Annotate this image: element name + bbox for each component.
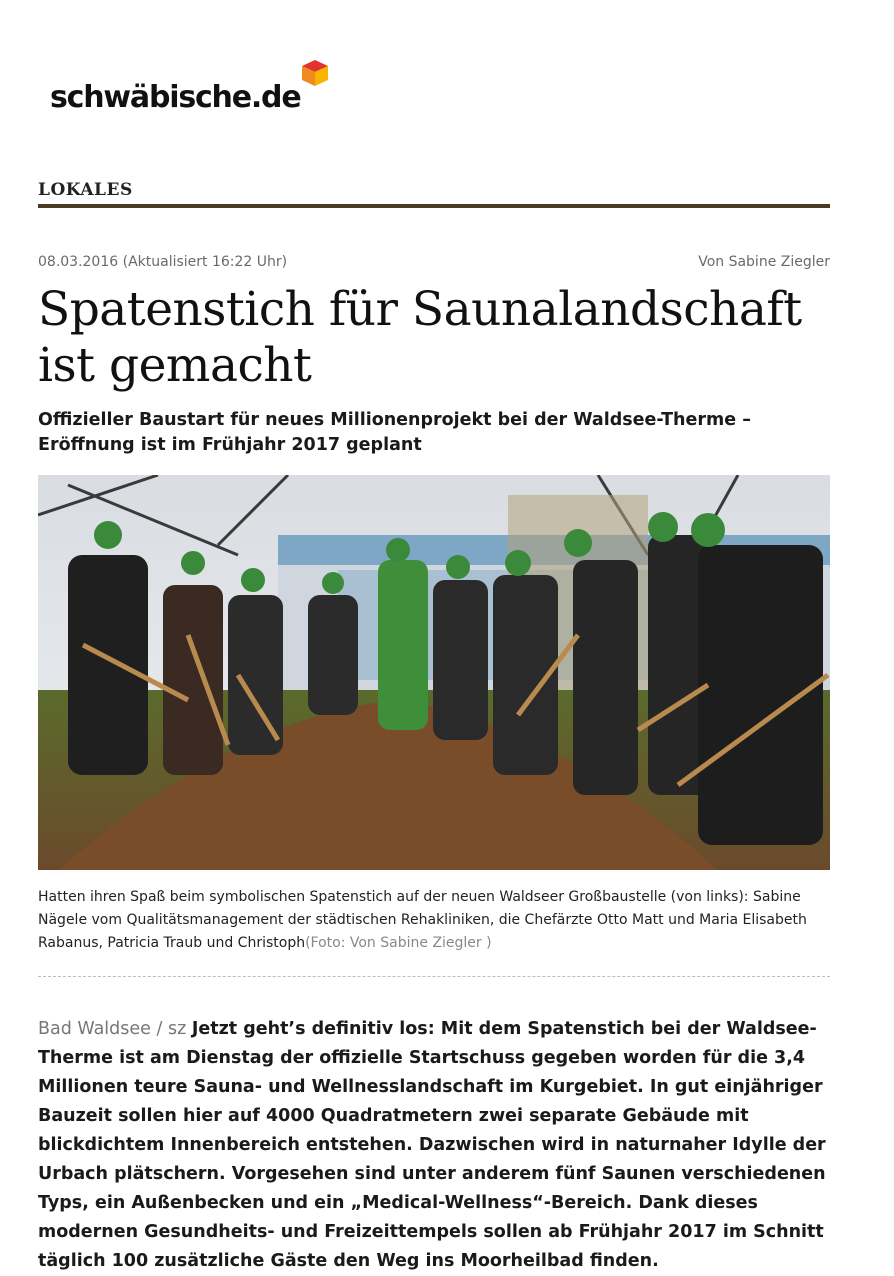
article-body [38,1015,830,1276]
caption-text: Hatten ihren Spaß beim symbolischen Spatenstich auf der neuen Waldseer Großbaustelle (von links): Sabine Nägele vom Qualitätsmanagement der städtischen Rehakliniken, die Chefärzte Otto Matt und Maria Elisabeth Rabanus, Patricia Traub und Christoph [38,889,807,951]
article-photo[interactable] [38,475,830,870]
photo-credit: (Foto: Von Sabine Ziegler ) [305,935,492,951]
article-date: 08.03.2016 (Aktualisiert 16:22 Uhr) [38,254,288,270]
article-body-text: Jetzt geht’s definitiv los: Mit dem Spatenstich bei der Waldsee-Therme ist am Dienstag der offizielle Startschuss gegeben worden für die 3,4 Millionen teure Sauna- und Wellnesslandschaft im Kurgebiet. In gut einjähriger Bauzeit sollen hier auf 4000 Quadratmetern zwei separate Gebäude mit blickdichtem Innenbereich entstehen. Dazwischen wird in naturnaher Idylle der Urbach plätschern. Vorgesehen sind unter anderem fünf Saunen verschiedenen Typs, ein Außenbecken und ein „Medical-Wellness“-Bereich. Dank dieses modernen Gesundheits- und Freizeittempels sollen ab Frühjahr 2017 im Schnitt täglich 100 zusätzliche Gäste den Weg ins Moorheilbad finden. [38,1019,826,1271]
section-label[interactable]: LOKALES [38,180,133,200]
section-divider [38,204,830,208]
site-logo[interactable] [50,58,350,118]
article-dateline: Bad Waldsee / sz [38,1019,192,1039]
caption-divider [38,976,830,977]
logo-wordmark: schwäbische.de [50,80,301,115]
article-headline: Spatenstich für Saunalandschaft ist gemacht [38,282,802,393]
logo-cube-icon [300,58,330,88]
article-author: Von Sabine Ziegler [698,254,830,270]
article-subheadline: Offizieller Baustart für neues Millionenprojekt bei der Waldsee-Therme – Eröffnung ist im Frühjahr 2017 geplant [38,410,751,455]
photo-caption [38,886,830,955]
